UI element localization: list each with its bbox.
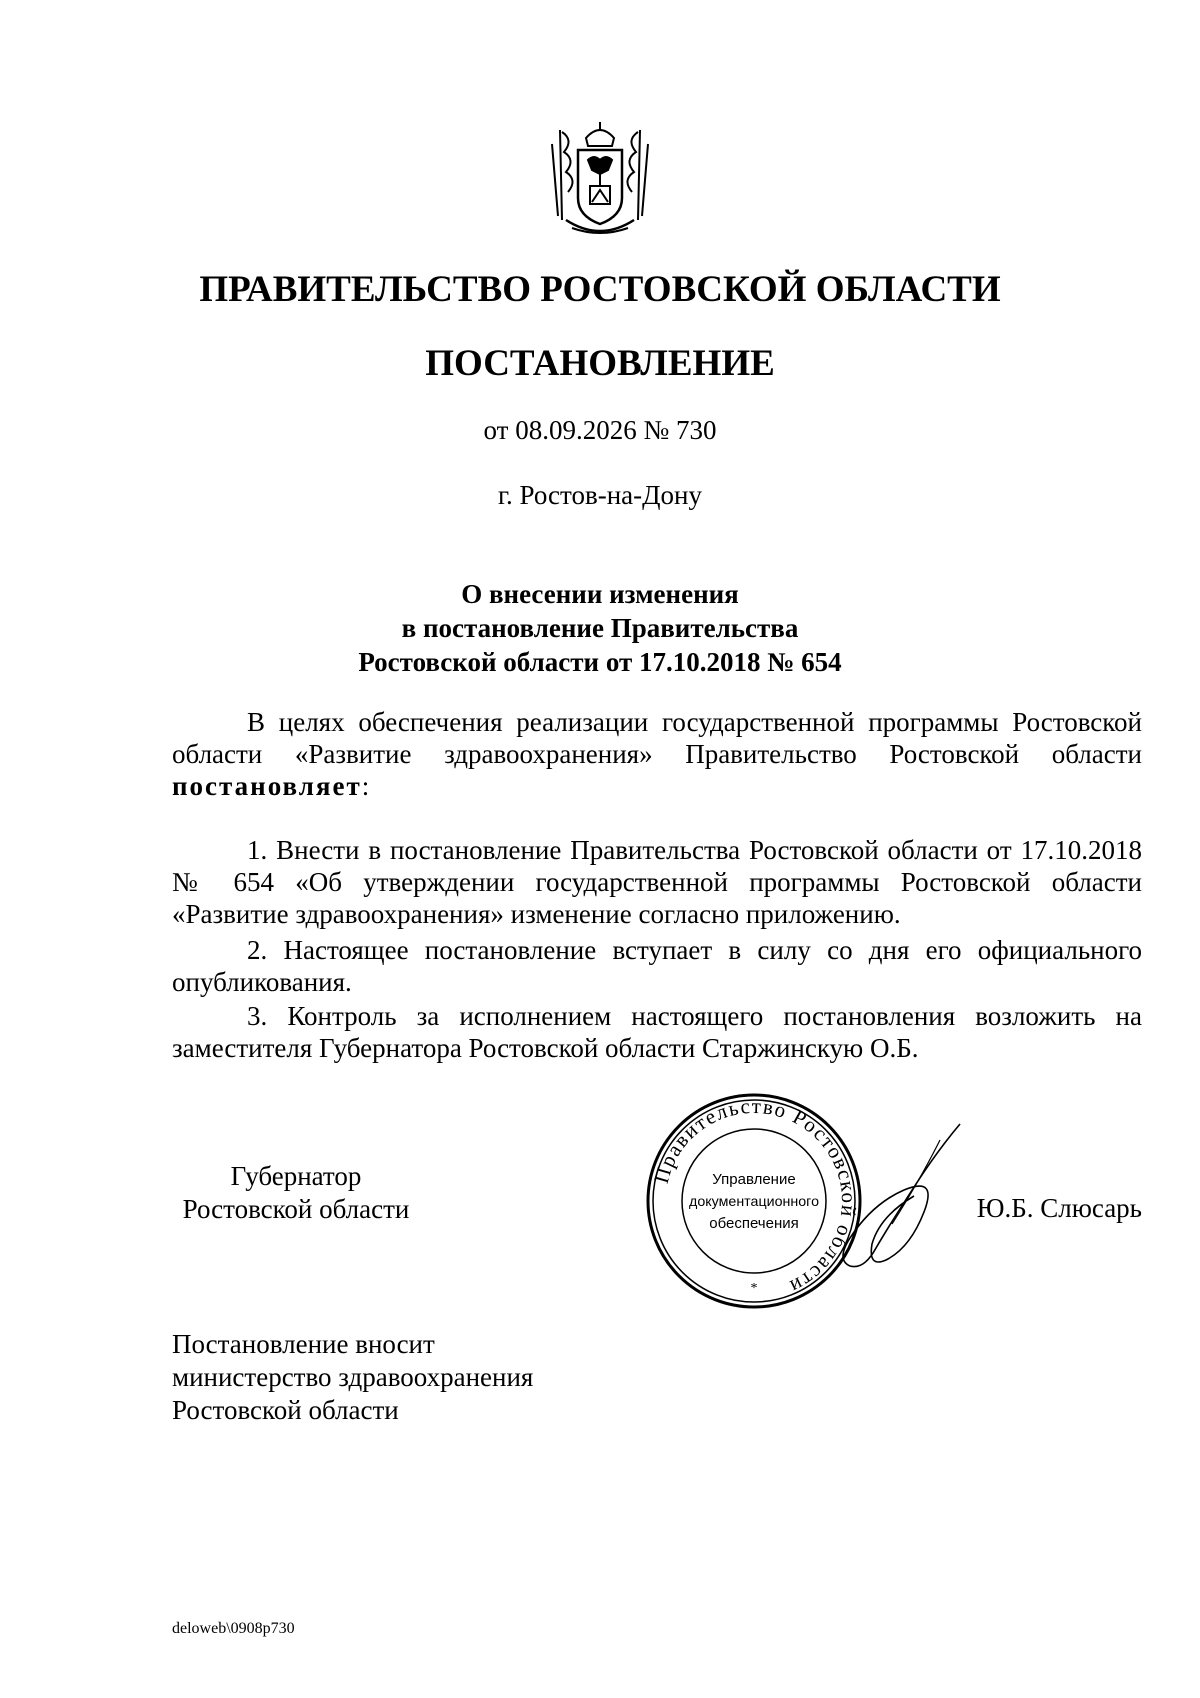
intro-punct: : [361,771,370,801]
submitter-line: министерство здравоохранения [172,1362,534,1392]
submitter-line: Ростовской области [172,1395,399,1425]
subject-line: Ростовской области от 17.10.2018 № 654 [358,647,842,677]
seal-inner-line: Управление [712,1171,796,1188]
intro-text: В целях обеспечения реализации государственной программы Ростовской области «Развитие здравоохранения» Правительство Ростовской области [172,707,1142,769]
seal-inner-line: обеспечения [709,1215,799,1232]
signatory-title [176,1160,416,1226]
seal-inner-line: документационного [689,1193,820,1209]
document-date-number: от 08.09.2026 № 730 [483,415,717,445]
seal-outer-text: Правительство Ростовской области [648,1093,862,1300]
intro-keyword: постановляет [172,771,362,801]
signatory-name: Ю.Б. Слюсарь [976,1193,1142,1223]
list-item: 3. Контроль за исполнением настоящего постановления возложить на заместителя Губернатора Ростовской области Старжинскую О.Б. [172,1001,1142,1063]
submitter-line: Постановление вносит [172,1329,435,1359]
list-item: 2. Настоящее постановление вступает в силу со дня его официального опубликования. [172,935,1142,997]
signatory-title-line: Губернатор [230,1161,362,1191]
subject-line: О внесении изменения [461,579,739,609]
document-city: г. Ростов-на-Дону [497,480,702,510]
signatory-title-line: Ростовской области [182,1194,410,1224]
list-item: 1. Внести в постановление Правительства Ростовской области от 17.10.2018 № 654 «Об утверждении государственной программы Ростовской области «Развитие здравоохранения» изменение согласно приложению. [172,835,1142,929]
subject-line: в постановление Правительства [401,613,799,643]
document-type: ПОСТАНОВЛЕНИЕ [425,343,775,384]
organization-title: ПРАВИТЕЛЬСТВО РОСТОВСКОЙ ОБЛАСТИ [199,269,1001,310]
seal-star-icon: * [750,1281,758,1296]
coat-of-arms-icon [542,120,658,240]
footer-reference: deloweb\0908p730 [172,1620,295,1637]
submitter-block [172,1328,533,1427]
intro-paragraph [172,706,1142,802]
document-subject [0,577,1200,679]
